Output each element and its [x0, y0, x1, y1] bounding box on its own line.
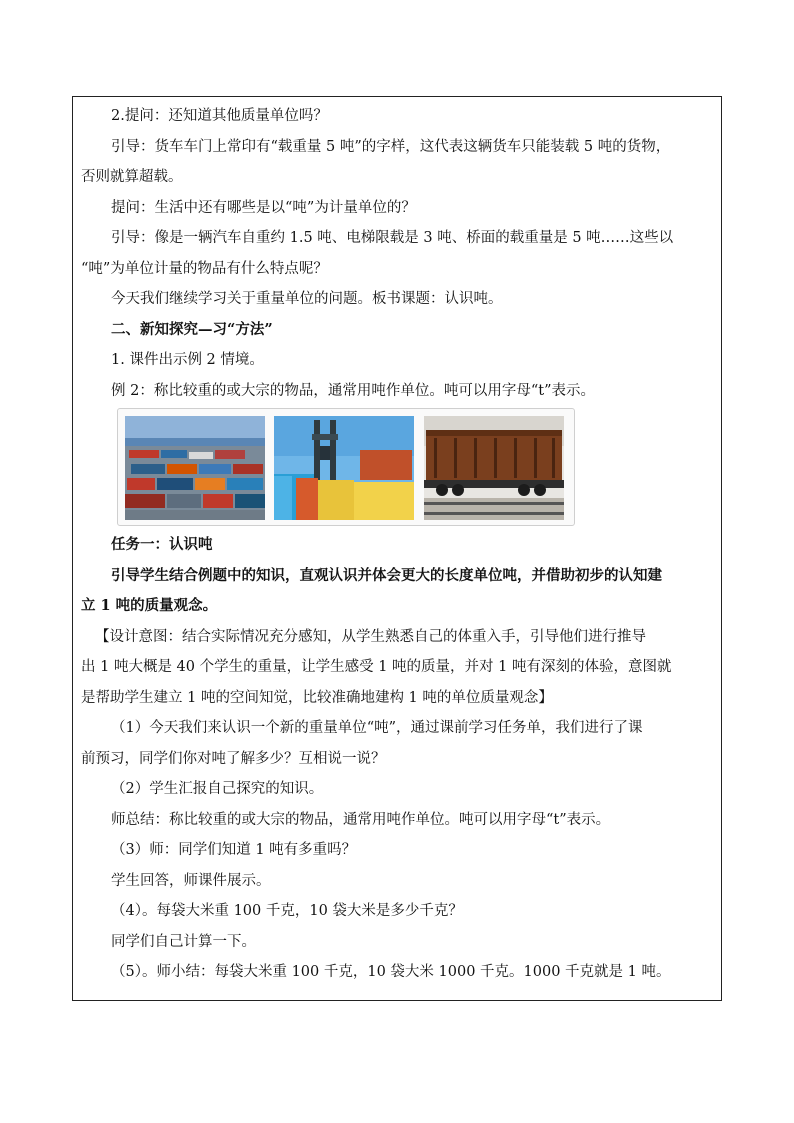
step-3: （3）师：同学们知道 1 吨有多重吗？ [111, 842, 357, 858]
example-text: 例 2：称比较重的或大宗的物品，通常用吨作单位。吨可以用字母“t”表示。 [111, 382, 595, 399]
step-5: （5）。师小结：每袋大米重 100 千克，10 袋大米 1000 千克。1000 千克就是 1 吨。 [111, 964, 671, 980]
step-1: （1）今天我们来认识一个新的重量单位“吨”，通过课前学习任务单，我们进行了课 [111, 720, 643, 736]
design-intent-cont: 出 1 吨大概是 40 个学生的重量，让学生感受 1 吨的质量，并对 1 吨有深刻的体验，意图就 [81, 659, 672, 675]
guide-line-2-cont: “吨”为单位计量的物品有什么特点呢？ [81, 260, 328, 277]
guide-bold: 引导学生结合例题中的知识，直观认识并体会更大的长度单位吨，并借助初步的认知建 [111, 566, 662, 584]
step-4: （4）。每袋大米重 100 千克，10 袋大米是多少千克？ [111, 903, 463, 919]
lesson-table-cell [72, 96, 722, 1001]
freight-train-photo [424, 416, 567, 520]
port-containers-photo [125, 416, 268, 520]
guide-line-2: 引导：像是一辆汽车自重约 1.5 吨、电梯限载是 3 吨、桥面的载重量是 5 吨……这些以 [111, 230, 674, 246]
topic-line: 今天我们继续学习关于重量单位的问题。板书课题：认识吨。 [111, 291, 503, 307]
lesson-content [73, 97, 721, 988]
calc-instruction: 同学们自己计算一下。 [111, 933, 256, 950]
section-heading: 二、新知探究—习“方法” [111, 320, 273, 338]
design-intent-end: 是帮助学生建立 1 吨的空间知觉，比较准确地建构 1 吨的单位质量观念】 [81, 689, 553, 706]
step-1-cont: 前预习，同学们你对吨了解多少？互相说一说？ [81, 750, 386, 767]
design-intent: 【设计意图：结合实际情况充分感知，从学生熟悉自己的体重入手，引导他们进行推导 [95, 628, 646, 645]
example-photos [117, 408, 575, 526]
guide-line-cont: 否则就算超载。 [81, 169, 183, 185]
guide-line: 引导：货车车门上常印有“载重量 5 吨”的字样，这代表这辆货车只能装载 5 吨的货物， [111, 138, 671, 155]
crane-containers-photo [274, 416, 417, 520]
teacher-summary: 师总结：称比较重的或大宗的物品，通常用吨作单位。吨可以用字母“t”表示。 [111, 811, 611, 828]
question-line: 2.提问：还知道其他质量单位吗？ [111, 108, 328, 124]
student-answer: 学生回答，师课件展示。 [111, 872, 271, 889]
step-2: （2）学生汇报自己探究的知识。 [111, 781, 324, 797]
guide-bold-cont: 立 1 吨的质量观念。 [81, 597, 218, 614]
question-line-2: 提问：生活中还有哪些是以“吨”为计量单位的？ [111, 199, 416, 216]
example-intro: 1. 课件出示例 2 情境。 [111, 352, 264, 368]
task-heading: 任务一：认识吨 [111, 536, 213, 553]
